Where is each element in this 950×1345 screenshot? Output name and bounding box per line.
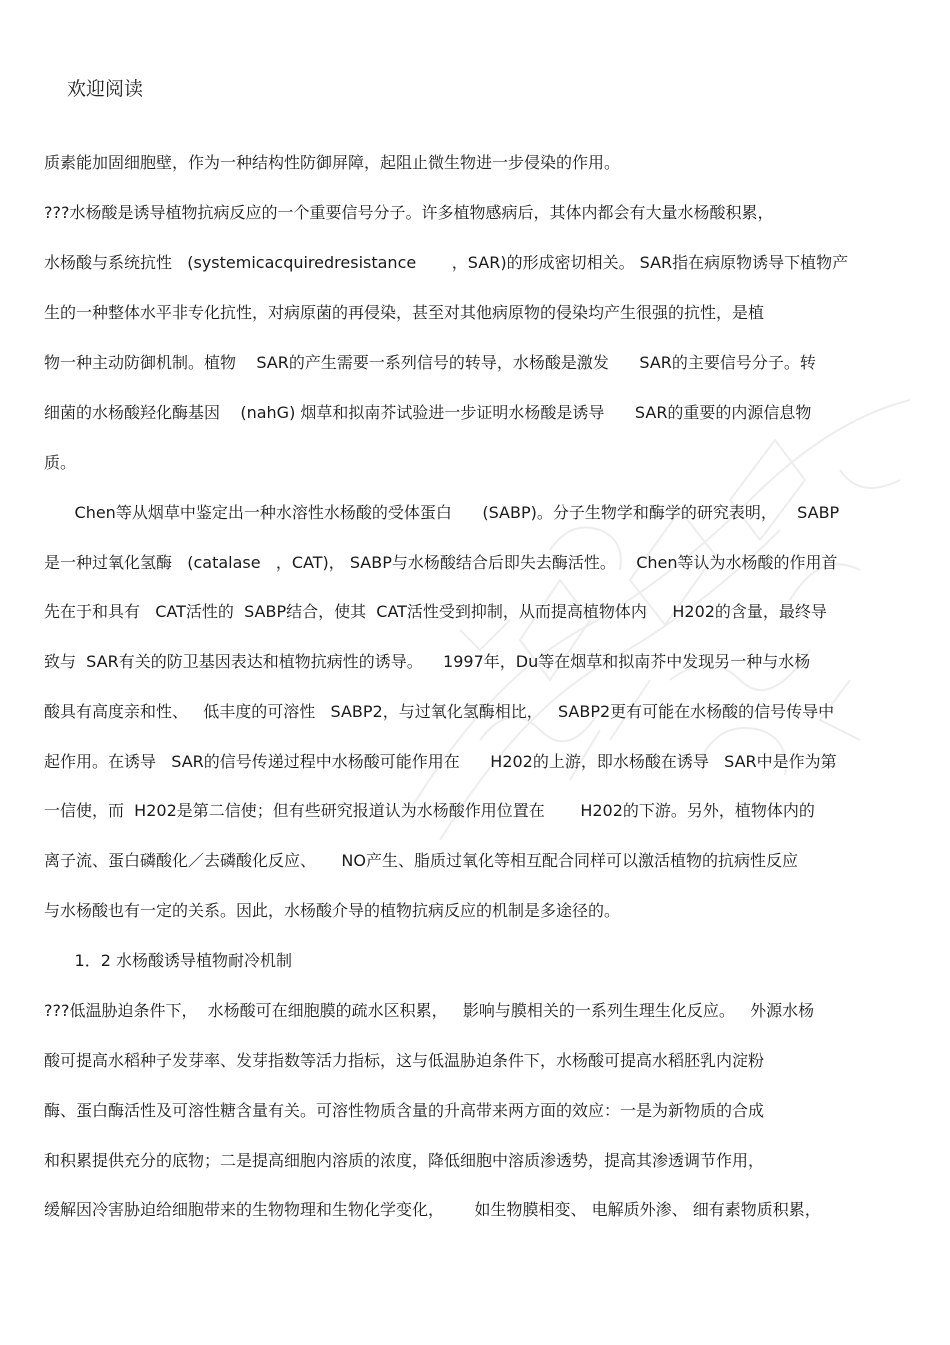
text-line: 水杨酸与系统抗性 (systemicacquiredresistance ，SAR)的形成密切相关。 SAR指在病原物诱导下植物产 (44, 253, 849, 272)
text-line: 与水杨酸也有一定的关系。因此，水杨酸介导的植物抗病反应的机制是多途径的。 (44, 901, 621, 920)
text-line: 生的一种整体水平非专化抗性，对病原菌的再侵染，甚至对其他病原物的侵染均产生很强的抗性，是植 (44, 303, 765, 322)
text-line: 质素能加固细胞壁，作为一种结构性防御屏障，起阻止微生物进一步侵染的作用。 (44, 153, 621, 172)
text-line: 缓解因冷害胁迫给细胞带来的生物物理和生物化学变化， 如生物膜相变、 电解质外渗、 细有素物质积累， (44, 1200, 821, 1219)
text-line: 细菌的水杨酸羟化酶基因 (nahG) 烟草和拟南芥试验进一步证明水杨酸是诱导 SAR的重要的内源信息物 (44, 403, 812, 422)
text-line: 物一种主动防御机制。植物 SAR的产生需要一系列信号的转导，水杨酸是激发 SAR的主要信号分子。转 (44, 353, 816, 372)
text-line: 酶、蛋白酶活性及可溶性糖含量有关。可溶性物质含量的升高带来两方面的效应：一是为新物质的合成 (44, 1101, 765, 1120)
page-header-welcome: 欢迎阅读 (67, 78, 144, 100)
text-line: 起作用。在诱导 SAR的信号传递过程中水杨酸可能作用在 H202的上游，即水杨酸在诱导 SAR中是作为第 (44, 752, 837, 771)
text-line: Chen等从烟草中鉴定出一种水溶性水杨酸的受体蛋白 (SABP)。分子生物学和酶学的研究表明， SABP (44, 503, 840, 522)
text-line: 离子流、蛋白磷酸化／去磷酸化反应、 NO产生、脂质过氧化等相互配合同样可以激活植物的抗病性反应 (44, 851, 798, 870)
text-line: 先在于和具有 CAT活性的 SABP结合，使其 CAT活性受到抑制，从而提高植物体内 H202的含量，最终导 (44, 602, 827, 621)
text-line: ???水杨酸是诱导植物抗病反应的一个重要信号分子。许多植物感病后，其体内都会有大量水杨酸积累， (44, 203, 774, 222)
text-line: 酸可提高水稻种子发芽率、发芽指数等活力指标，这与低温胁迫条件下，水杨酸可提高水稻胚乳内淀粉 (44, 1051, 765, 1070)
text-line: 是一种过氧化氢酶 (catalase ，CAT)， SABP与水杨酸结合后即失去酶活性。 Chen等认为水杨酸的作用首 (44, 553, 838, 572)
text-line: 和积累提供充分的底物；二是提高细胞内溶质的浓度，降低细胞中溶质渗透势，提高其渗透调节作用， (44, 1151, 765, 1170)
text-line: 质。 (44, 453, 77, 472)
text-line: 酸具有高度亲和性、 低丰度的可溶性 SABP2，与过氧化氢酶相比， SABP2更有可能在水杨酸的信号传导中 (44, 702, 835, 721)
text-line: ???低温胁迫条件下， 水杨酸可在细胞膜的疏水区积累， 影响与膜相关的一系列生理生化反应。 外源水杨 (44, 1001, 815, 1020)
text-line: 致与 SAR有关的防卫基因表达和植物抗病性的诱导。 1997年，Du等在烟草和拟南芥中发现另一种与水杨 (44, 652, 811, 671)
text-line: 一信使，而 H202是第二信使；但有些研究报道认为水杨酸作用位置在 H202的下游。另外，植物体内的 (44, 801, 815, 820)
section-heading: 1．2 水杨酸诱导植物耐冷机制 (44, 951, 292, 970)
